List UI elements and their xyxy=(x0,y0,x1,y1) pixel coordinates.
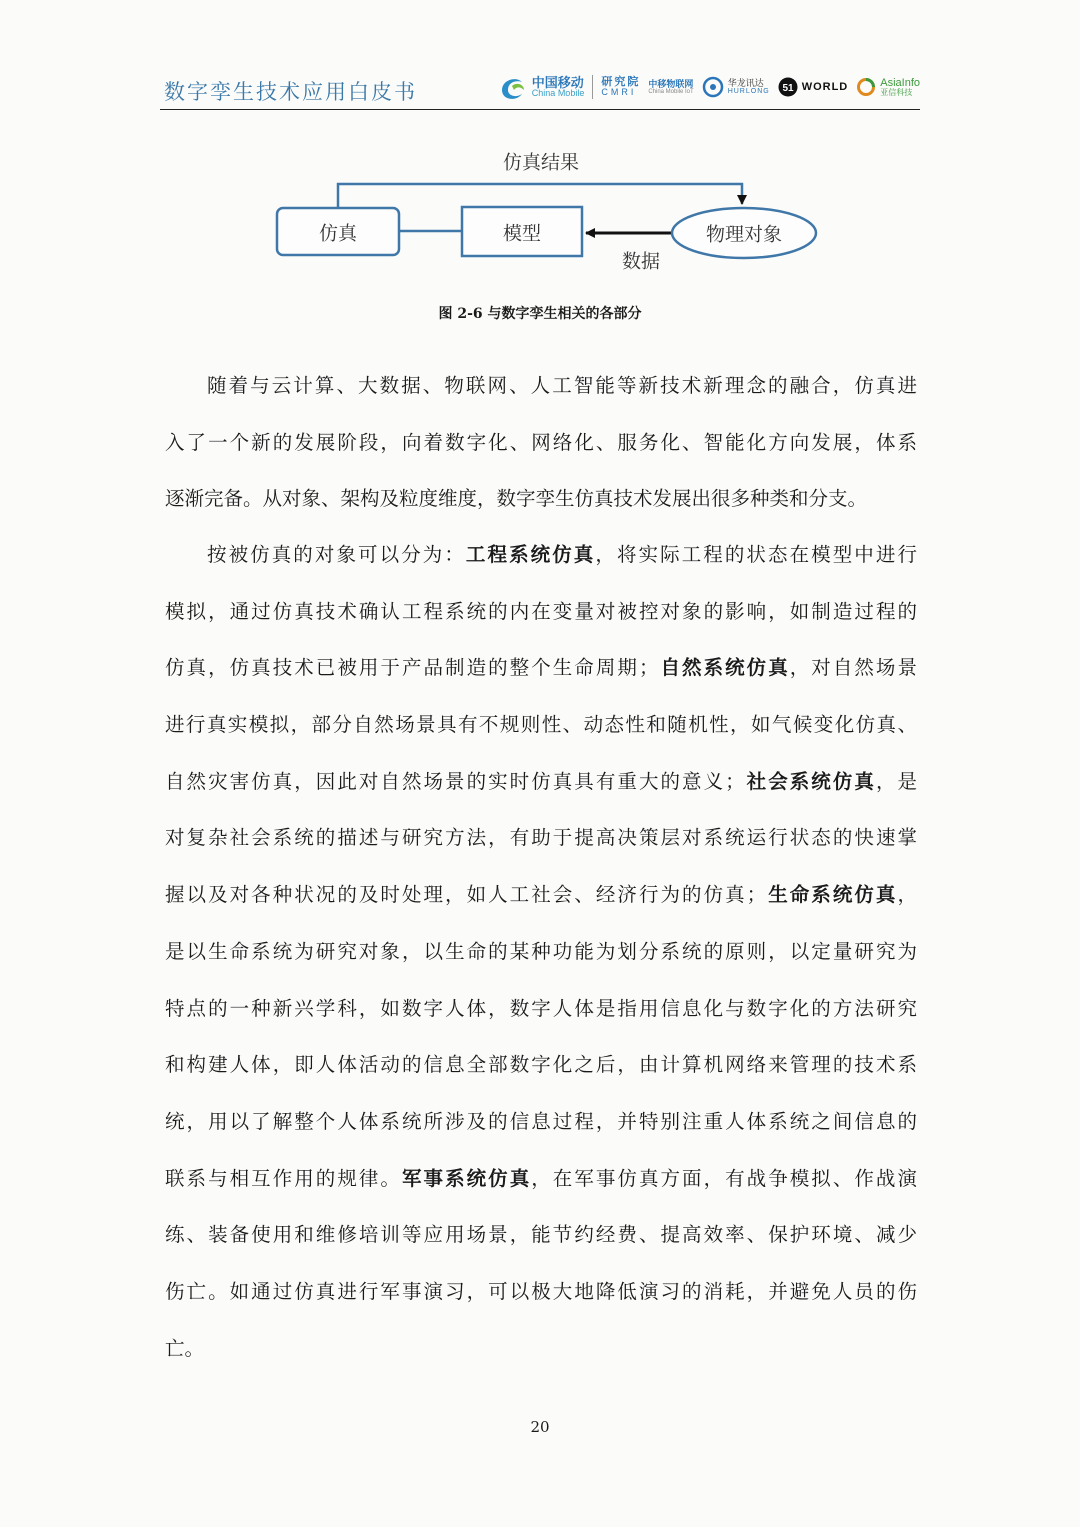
51world-logo xyxy=(778,77,849,97)
bold-term-social: 社会系统仿真 xyxy=(744,769,876,793)
text-line xyxy=(165,527,917,584)
text-segment: ，在军事仿真方面，有战争模拟、作战演 xyxy=(531,1166,917,1190)
asiainfo-logo xyxy=(856,77,920,97)
figure-caption: 图 2-6 与数字孪生相关的各部分 xyxy=(438,306,642,322)
bold-term-life: 生命系统仿真 xyxy=(766,883,898,907)
header-rule xyxy=(160,109,920,110)
bold-term-military: 军事系统仿真 xyxy=(401,1166,532,1190)
bold-term-natural: 自然系统仿真 xyxy=(658,656,790,680)
china-mobile-icon xyxy=(498,72,528,102)
text-line: 进行真实模拟，部分自然场景具有不规则性、动态性和随机性，如气候变化仿真、 xyxy=(165,713,917,737)
logo-divider xyxy=(592,75,593,99)
page-number: 20 xyxy=(530,1418,550,1436)
iot-cn: 中移物联网 xyxy=(648,78,694,89)
text-segment: 联系与相互作用的规律。 xyxy=(165,1166,402,1190)
51world-icon xyxy=(778,77,798,97)
text-line xyxy=(165,640,917,697)
hurlong-en: HURLONG xyxy=(727,88,770,95)
data-label: 数据 xyxy=(621,250,661,273)
text-line: 伤亡。如通过仿真进行军事演习，可以极大地降低演习的消耗，并避免人员的伤 xyxy=(165,1279,917,1303)
simulation-box-label: 仿真 xyxy=(318,222,358,245)
text-line: 练、装备使用和维修培训等应用场景，能节约经费、提高效率、保护环境、减少 xyxy=(165,1223,917,1247)
china-mobile-logo xyxy=(498,72,585,102)
asiainfo-en: AsiaInfo xyxy=(880,76,920,89)
asiainfo-icon xyxy=(856,77,876,97)
header-title: 数字孪生技术应用白皮书 xyxy=(164,80,417,104)
text-line: 是以生命系统为研究对象，以生命的某种功能为划分系统的原则，以定量研究为 xyxy=(165,939,917,963)
text-line: 入了一个新的发展阶段，向着数字化、网络化、服务化、智能化方向发展，体系 xyxy=(165,430,917,454)
text-segment: 自然灾害仿真，因此对自然场景的实时仿真具有重大的意义； xyxy=(165,769,745,793)
physical-object-label: 物理对象 xyxy=(705,223,783,246)
paragraph-1 xyxy=(165,358,917,528)
model-box-label: 模型 xyxy=(502,222,542,245)
text-segment: ， xyxy=(897,883,917,907)
text-line: 和构建人体，即人体活动的信息全部数字化之后，由计算机网络来管理的技术系 xyxy=(165,1053,917,1077)
text-line: 统，用以了解整个人体系统所涉及的信息过程，并特别注重人体系统之间信息的 xyxy=(165,1109,917,1133)
text-segment: 仿真，仿真技术已被用于产品制造的整个生命周期； xyxy=(165,656,659,680)
text-line: 特点的一种新兴学科，如数字人体，数字人体是指用信息化与数字化的方法研究 xyxy=(165,996,917,1020)
hurlong-logo xyxy=(702,76,770,98)
text-line xyxy=(165,754,917,811)
partner-logos xyxy=(498,70,920,104)
text-line: 对复杂社会系统的描述与研究方法，有助于提高决策层对系统运行状态的快速掌 xyxy=(165,826,917,850)
page-header xyxy=(160,62,920,110)
text-segment: 握以及对各种状况的及时处理，如人工社会、经济行为的仿真； xyxy=(165,883,767,907)
hurlong-icon xyxy=(702,76,724,98)
text-line: 亡。 xyxy=(165,1336,205,1360)
simulation-result-label: 仿真结果 xyxy=(502,151,580,174)
simulation-result-arrow xyxy=(338,184,742,208)
text-segment: ，是 xyxy=(875,769,917,793)
text-line: 随着与云计算、大数据、物联网、人工智能等新技术新理念的融合，仿真进 xyxy=(207,374,917,397)
iot-en: China Mobile IoT xyxy=(648,88,694,95)
text-line xyxy=(165,867,917,924)
text-line: 模拟，通过仿真技术确认工程系统的内在变量对被控对象的影响，如制造过程的 xyxy=(165,599,917,623)
cmri-en: CMRI xyxy=(601,87,637,97)
text-line: 逐渐完备。从对象、架构及粒度维度，数字孪生仿真技术发展出很多种类和分支。 xyxy=(165,487,868,511)
cmri-logo xyxy=(601,77,640,97)
china-mobile-cn: 中国移动 xyxy=(531,75,584,90)
asiainfo-cn: 亚信科技 xyxy=(880,87,913,97)
iot-logo xyxy=(648,80,693,95)
51world-text: WORLD xyxy=(801,81,849,93)
text-segment: ，对自然场景 xyxy=(789,656,917,680)
cmri-cn: 研究院 xyxy=(601,76,641,88)
bold-term-engineering: 工程系统仿真 xyxy=(465,543,596,566)
digital-twin-diagram xyxy=(260,140,840,280)
text-segment: ，将实际工程的状态在模型中进行 xyxy=(595,543,917,566)
china-mobile-en: China Mobile xyxy=(531,88,585,98)
text-line xyxy=(165,1151,917,1208)
51world-number: 51 xyxy=(782,83,794,94)
paragraph-2 xyxy=(165,527,917,1377)
text-segment: 按被仿真的对象可以分为： xyxy=(207,543,466,566)
hurlong-cn: 华龙讯达 xyxy=(727,78,764,88)
